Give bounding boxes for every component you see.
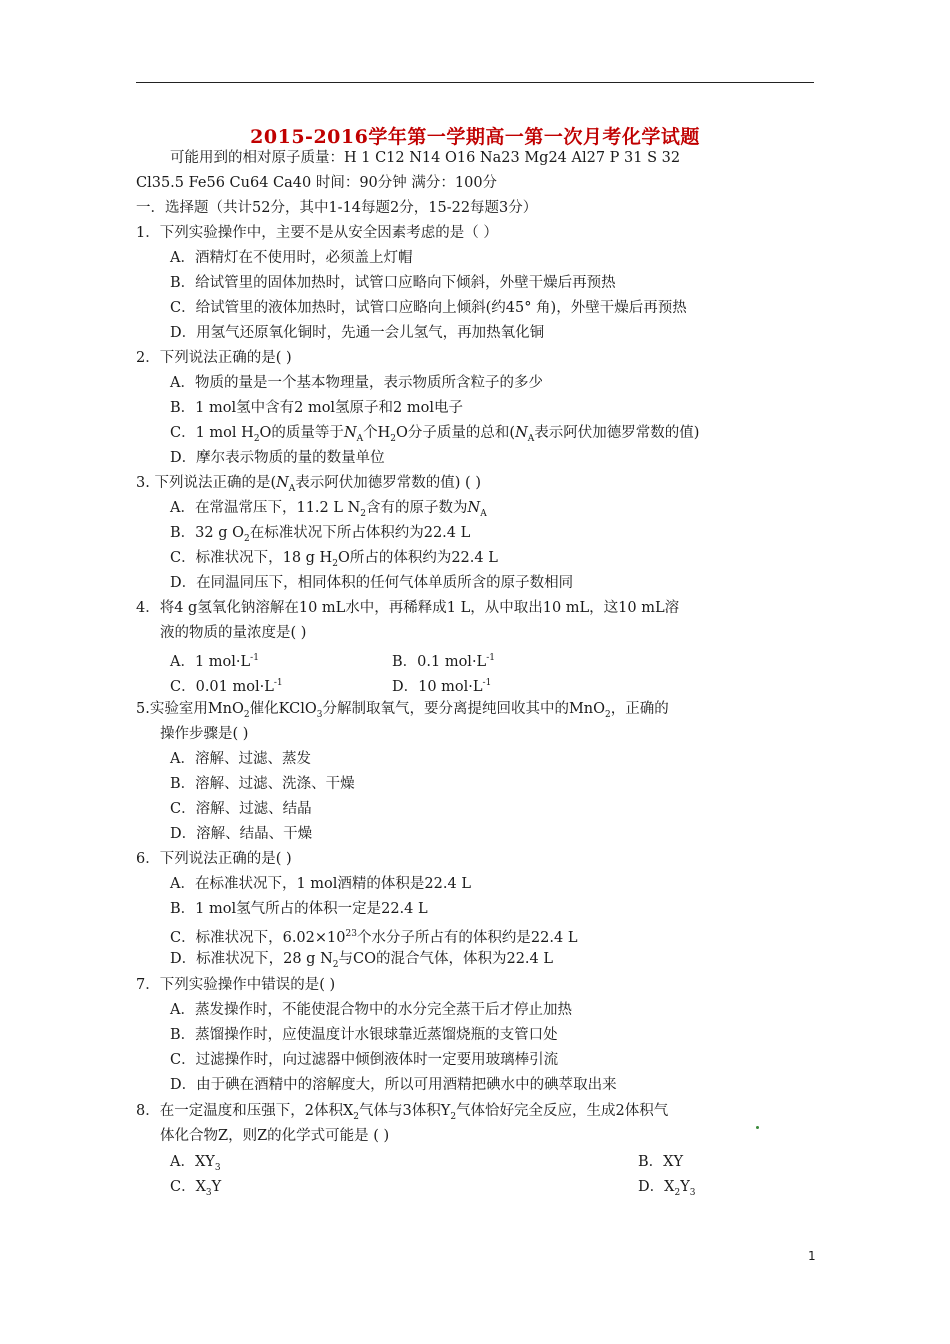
question-2-option-a: A．物质的量是一个基本物理量，表示物质所含粒子的多少 bbox=[170, 375, 543, 391]
question-8-stem-line-1: 8．在一定温度和压强下，2体积$X_2$气体与3体积$Y_2$气体恰好完全反应，生成2体积气 bbox=[136, 1103, 669, 1122]
question-8-option-c: C．$X_3Y$ bbox=[170, 1179, 222, 1198]
question-6-option-d: D．标准状况下，28 g $N_2$与CO的混合气体，体积为22.4 L bbox=[170, 951, 554, 970]
question-5-stem-line-2: 操作步骤是( ) bbox=[160, 726, 249, 742]
question-8-stem-line-2: 体化合物Z，则Z的化学式可能是 ( ) bbox=[160, 1128, 390, 1144]
question-4-options-cd bbox=[170, 673, 491, 697]
question-5-stem-line-1: 5.实验室用MnO$_2$催化KClO$_3$分解制取氧气，要分离提纯回收其中的MnO$_2$，正确的 bbox=[136, 701, 669, 720]
question-3-option-c: C．标准状况下，18 g $H_2O$所占的体积约为22.4 L bbox=[170, 550, 498, 569]
question-3-option-d: D．在同温同压下，相同体积的任何气体单质所含的原子数相同 bbox=[170, 575, 574, 591]
question-7-option-c: C．过滤操作时，向过滤器中倾倒液体时一定要用玻璃棒引流 bbox=[170, 1052, 559, 1068]
question-2-option-b: B．1 mol氢中含有2 mol氢原子和2 mol电子 bbox=[170, 400, 464, 416]
question-7-stem: 7．下列实验操作中错误的是( ) bbox=[136, 977, 336, 993]
question-8-option-d: D．$X_2Y_3$ bbox=[638, 1179, 696, 1198]
question-1-option-b: B．给试管里的固体加热时，试管口应略向下倾斜，外壁干燥后再预热 bbox=[170, 275, 616, 291]
question-7-option-a: A．蒸发操作时，不能使混合物中的水分完全蒸干后才停止加热 bbox=[170, 1002, 572, 1018]
question-5-option-c: C．溶解、过滤、结晶 bbox=[170, 801, 312, 817]
atomic-mass-line-2: Cl35.5 Fe56 Cu64 Ca40 时间：90分钟 满分：100分 bbox=[136, 175, 498, 191]
atomic-mass-line-1: 可能用到的相对原子质量：H 1 C12 N14 O16 Na23 Mg24 Al27 P 31 S 32 bbox=[170, 150, 681, 166]
question-1-option-c: C．给试管里的液体加热时，试管口应略向上倾斜(约45° 角)，外壁干燥后再预热 bbox=[170, 300, 687, 316]
question-7-option-b: B．蒸馏操作时，应使温度计水银球靠近蒸馏烧瓶的支管口处 bbox=[170, 1027, 558, 1043]
question-3-option-b: B．32 g $O_2$在标准状况下所占体积约为22.4 L bbox=[170, 525, 471, 544]
question-5-option-a: A．溶解、过滤、蒸发 bbox=[170, 751, 311, 767]
question-4-stem-line-1: 4．将4 g氢氧化钠溶解在10 mL水中，再稀释成1 L，从中取出10 mL，这10 mL溶 bbox=[136, 600, 680, 616]
question-5-option-d: D．溶解、结晶、干燥 bbox=[170, 826, 313, 842]
header-rule bbox=[136, 82, 814, 83]
question-4-option-b: B．0.1 $mol\cdot L^{-1}$ bbox=[392, 653, 495, 670]
question-7-option-d: D．由于碘在酒精中的溶解度大，所以可用酒精把碘水中的碘萃取出来 bbox=[170, 1077, 617, 1093]
margin-mark bbox=[756, 1126, 759, 1129]
question-4-stem-line-2: 液的物质的量浓度是( ) bbox=[160, 625, 307, 641]
question-4-option-c: C．0.01 $mol\cdot L^{-1}$ bbox=[170, 678, 283, 695]
question-8-option-a: A．$XY_3$ bbox=[170, 1154, 221, 1173]
question-5-option-b: B．溶解、过滤、洗涤、干燥 bbox=[170, 776, 355, 792]
exam-title: 2015-2016学年第一学期高一第一次月考化学试题 bbox=[250, 126, 700, 148]
question-2-option-d: D．摩尔表示物质的量的数量单位 bbox=[170, 450, 385, 466]
question-4-option-d: D．10 $mol\cdot L^{-1}$ bbox=[392, 678, 492, 695]
question-1-option-a: A．酒精灯在不使用时，必须盖上灯帽 bbox=[170, 250, 413, 266]
question-8-option-b: B．XY bbox=[638, 1154, 684, 1170]
question-2-stem: 2．下列说法正确的是( ) bbox=[136, 350, 292, 366]
question-6-option-b: B．1 mol氢气所占的体积一定是22.4 L bbox=[170, 901, 428, 917]
page-number: 1 bbox=[808, 1249, 816, 1263]
question-6-stem: 6．下列说法正确的是( ) bbox=[136, 851, 292, 867]
question-6-option-c: C．标准状况下，$6.02\times 10^{23}$个水分子所占有的体积约是22.4 L bbox=[170, 929, 578, 946]
question-6-option-a: A．在标准状况下，1 mol酒精的体积是22.4 L bbox=[170, 876, 471, 892]
question-4-option-a: A．1 $mol\cdot L^{-1}$ bbox=[170, 653, 259, 670]
question-3-stem: 3. 下列说法正确的是($N_A$表示阿伏加德罗常数的值) ( ) bbox=[136, 475, 481, 494]
question-3-option-a: A．在常温常压下，11.2 L $N_2$含有的原子数为$N_A$ bbox=[170, 500, 487, 519]
question-1-option-d: D．用氢气还原氧化铜时，先通一会儿氢气，再加热氧化铜 bbox=[170, 325, 545, 341]
section-heading: 一．选择题（共计52分，其中1-14每题2分，15-22每题3分） bbox=[136, 200, 538, 216]
question-4-options-ab bbox=[170, 648, 495, 672]
question-2-option-c: C．1 mol $H_2O$的质量等于$N_A$个$H_2O$分子质量的总和($N_A$表示阿伏加德罗常数的值) bbox=[170, 425, 700, 444]
question-1-stem: 1．下列实验操作中，主要不是从安全因素考虑的是（ ） bbox=[136, 225, 498, 241]
